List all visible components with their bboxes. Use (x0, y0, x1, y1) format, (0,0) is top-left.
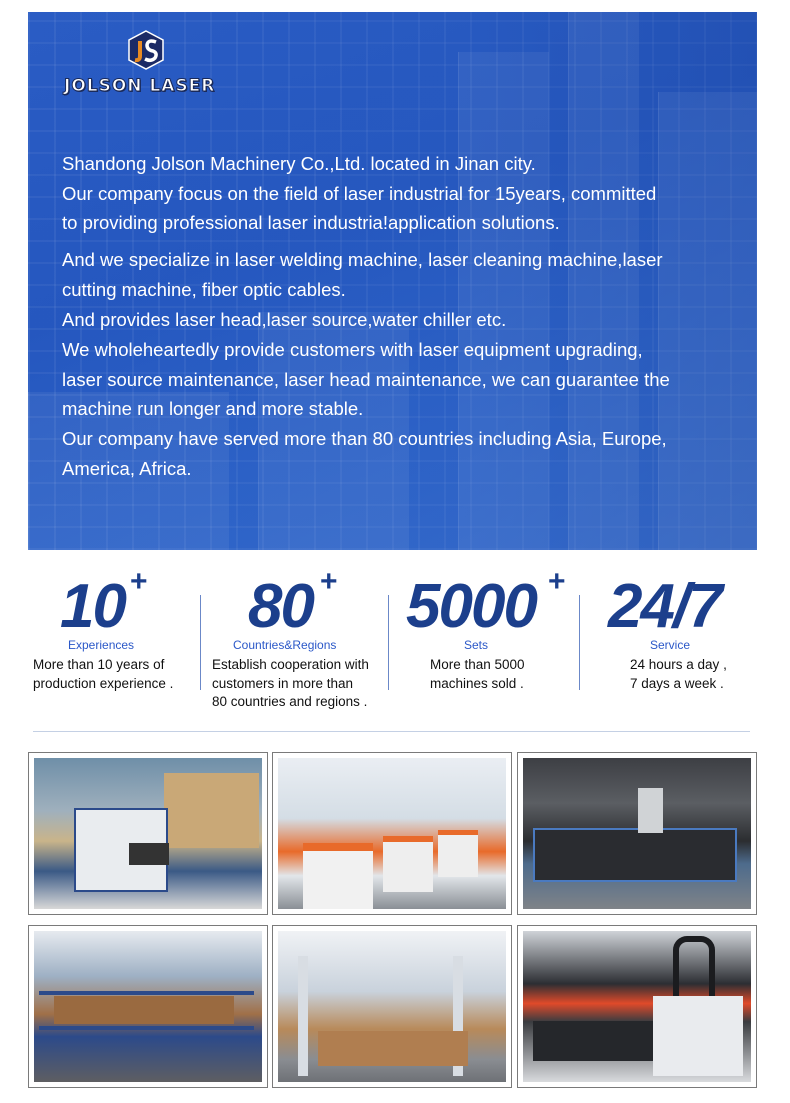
stat-label: Sets (464, 638, 489, 652)
stat-desc: More than 10 years of (33, 657, 165, 672)
workshop-machines-photo (272, 752, 512, 915)
warehouse-shelves-photo (28, 925, 268, 1088)
stat-label: Experiences (68, 638, 135, 652)
company-banner (28, 12, 757, 550)
intro-line: Shandong Jolson Machinery Co.,Ltd. located in Jinan city. (62, 153, 536, 174)
stat-number: 80 (248, 572, 313, 641)
divider (388, 595, 389, 690)
stat-plus: + (548, 565, 566, 598)
stat-desc: More than 5000 (430, 657, 525, 672)
laser-welder-boxes-photo (28, 752, 268, 915)
logo-wordmark: JOLSON LASER (64, 76, 216, 96)
intro-line: We wholeheartedly provide customers with laser equipment upgrading, (62, 339, 643, 360)
stat-number: 24/7 (608, 572, 721, 641)
jolson-laser-logo (64, 30, 224, 100)
divider (579, 595, 580, 690)
section-divider (33, 731, 750, 732)
stat-service (588, 565, 757, 715)
stat-number: 10 (60, 572, 125, 641)
intro-line: Our company have served more than 80 countries including Asia, Europe, (62, 428, 667, 449)
intro-line: to providing professional laser industria!application solutions. (62, 212, 560, 233)
stat-plus: + (130, 565, 148, 598)
stat-sets (398, 565, 578, 715)
divider (200, 595, 201, 690)
stat-desc: 7 days a week . (630, 676, 724, 691)
stats-row (28, 565, 757, 715)
production-hall-photo (272, 925, 512, 1088)
intro-line: cutting machine, fiber optic cables. (62, 279, 346, 300)
stat-desc: machines sold . (430, 676, 524, 691)
intro-line: Our company focus on the field of laser industrial for 15years, committed (62, 183, 657, 204)
stat-desc: Establish cooperation with (212, 657, 369, 672)
stat-label: Service (650, 638, 691, 652)
stat-desc: production experience . (33, 676, 174, 691)
stat-plus: + (320, 565, 338, 598)
intro-line: laser source maintenance, laser head maintenance, we can guarantee the (62, 369, 670, 390)
stat-countries (208, 565, 388, 715)
cutting-table-photo (517, 752, 757, 915)
stat-experience (28, 565, 200, 715)
stat-desc: 24 hours a day , (630, 657, 727, 672)
stat-desc: 80 countries and regions . (212, 694, 368, 709)
intro-line: America, Africa. (62, 458, 192, 479)
intro-line: machine run longer and more stable. (62, 398, 364, 419)
stat-label: Countries&Regions (233, 638, 337, 652)
intro-line: And provides laser head,laser source,water chiller etc. (62, 309, 507, 330)
js-monogram-icon (126, 30, 166, 70)
stat-number: 5000 (406, 572, 536, 641)
intro-line: And we specialize in laser welding machine, laser cleaning machine,laser (62, 249, 663, 270)
fiber-cutter-photo (517, 925, 757, 1088)
stat-desc: customers in more than (212, 676, 354, 691)
